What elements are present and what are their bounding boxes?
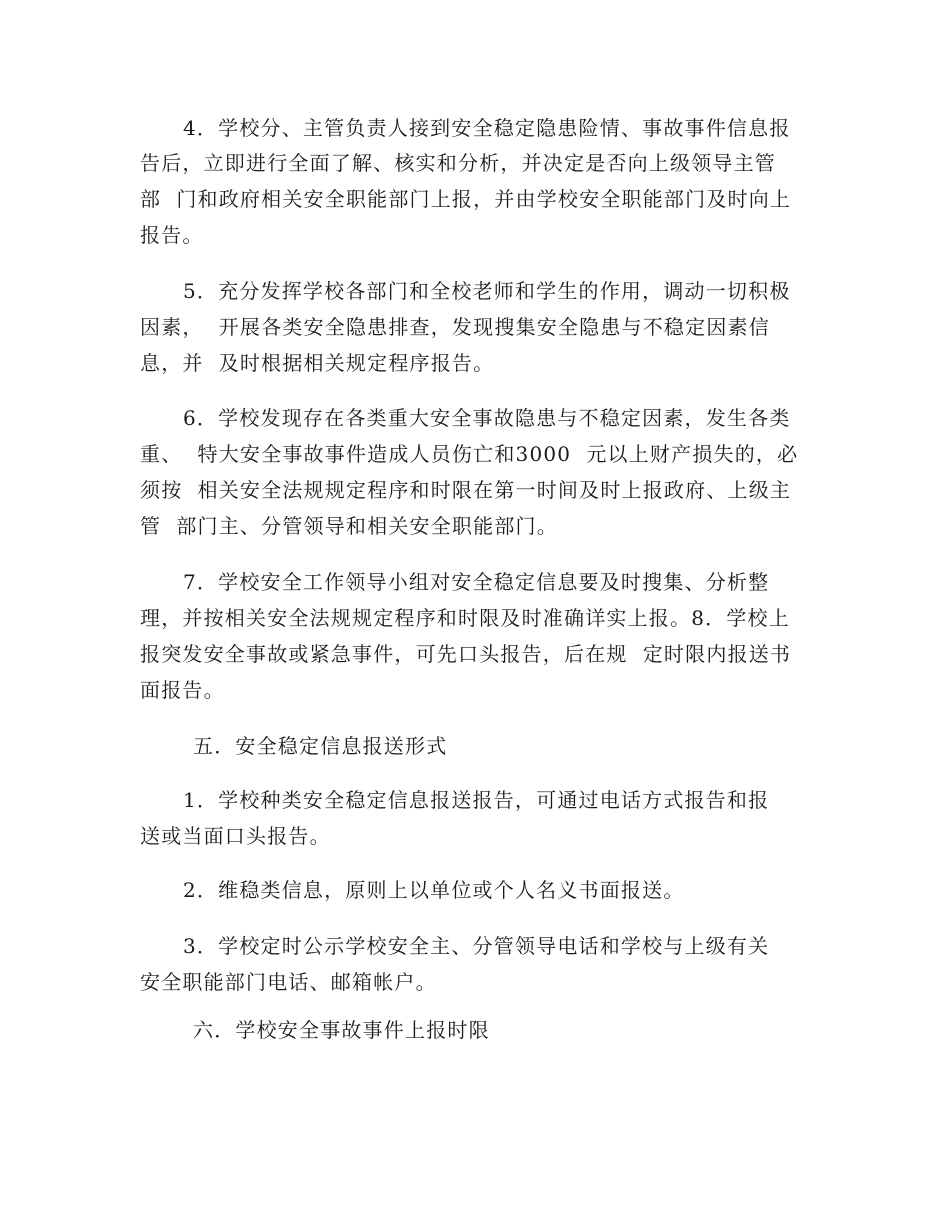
paragraph-line: 7．学校安全工作领导小组对安全稳定信息要及时搜集、分析整 xyxy=(183,570,770,594)
paragraph-line: 重、 特大安全事故事件造成人员伤亡和3000 元以上财产损失的，必 xyxy=(140,442,799,466)
paragraph-line: 1．学校种类安全稳定信息报送报告，可通过电话方式报告和报 xyxy=(183,788,770,812)
section-heading: 六．学校安全事故事件上报时限 xyxy=(193,1018,490,1042)
paragraph-line: 须按 相关安全法规规定程序和时限在第一时间及时上报政府、上级主 xyxy=(140,478,792,502)
paragraph-line: 4．学校分、主管负责人接到安全稳定隐患险情、事故事件信息报 xyxy=(183,116,791,140)
paragraph-line: 送或当面口头报告。 xyxy=(140,824,331,848)
paragraph-line: 部 门和政府相关安全职能部门上报，并由学校安全职能部门及时向上 xyxy=(140,187,792,211)
paragraph-line: 报告。 xyxy=(140,223,204,247)
paragraph-line: 2．维稳类信息，原则上以单位或个人名义书面报送。 xyxy=(183,878,685,902)
section-heading: 五．安全稳定信息报送形式 xyxy=(193,734,448,758)
paragraph-line: 因素， 开展各类安全隐患排查，发现搜集安全隐患与不稳定因素信 xyxy=(140,315,770,339)
paragraph-line: 理，并按相关安全法规规定程序和时限及时准确详实上报。8．学校上 xyxy=(140,606,790,630)
paragraph-line: 报突发安全事故或紧急事件，可先口头报告，后在规 定时限内报送书 xyxy=(140,642,792,666)
paragraph-line: 6．学校发现存在各类重大安全事故隐患与不稳定因素，发生各类 xyxy=(183,406,791,430)
paragraph-line: 安全职能部门电话、邮箱帐户。 xyxy=(140,970,437,994)
paragraph-line: 5．充分发挥学校各部门和全校老师和学生的作用，调动一切积极 xyxy=(183,279,791,303)
paragraph-line: 3．学校定时公示学校安全主、分管领导电话和学校与上级有关 xyxy=(183,934,770,958)
paragraph-line: 管 部门主、分管领导和相关安全职能部门。 xyxy=(140,514,558,538)
paragraph-line: 面报告。 xyxy=(140,678,225,702)
paragraph-line: 息，并 及时根据相关规定程序报告。 xyxy=(140,351,495,375)
paragraph-line: 告后，立即进行全面了解、核实和分析，并决定是否向上级领导主管 xyxy=(140,151,776,175)
